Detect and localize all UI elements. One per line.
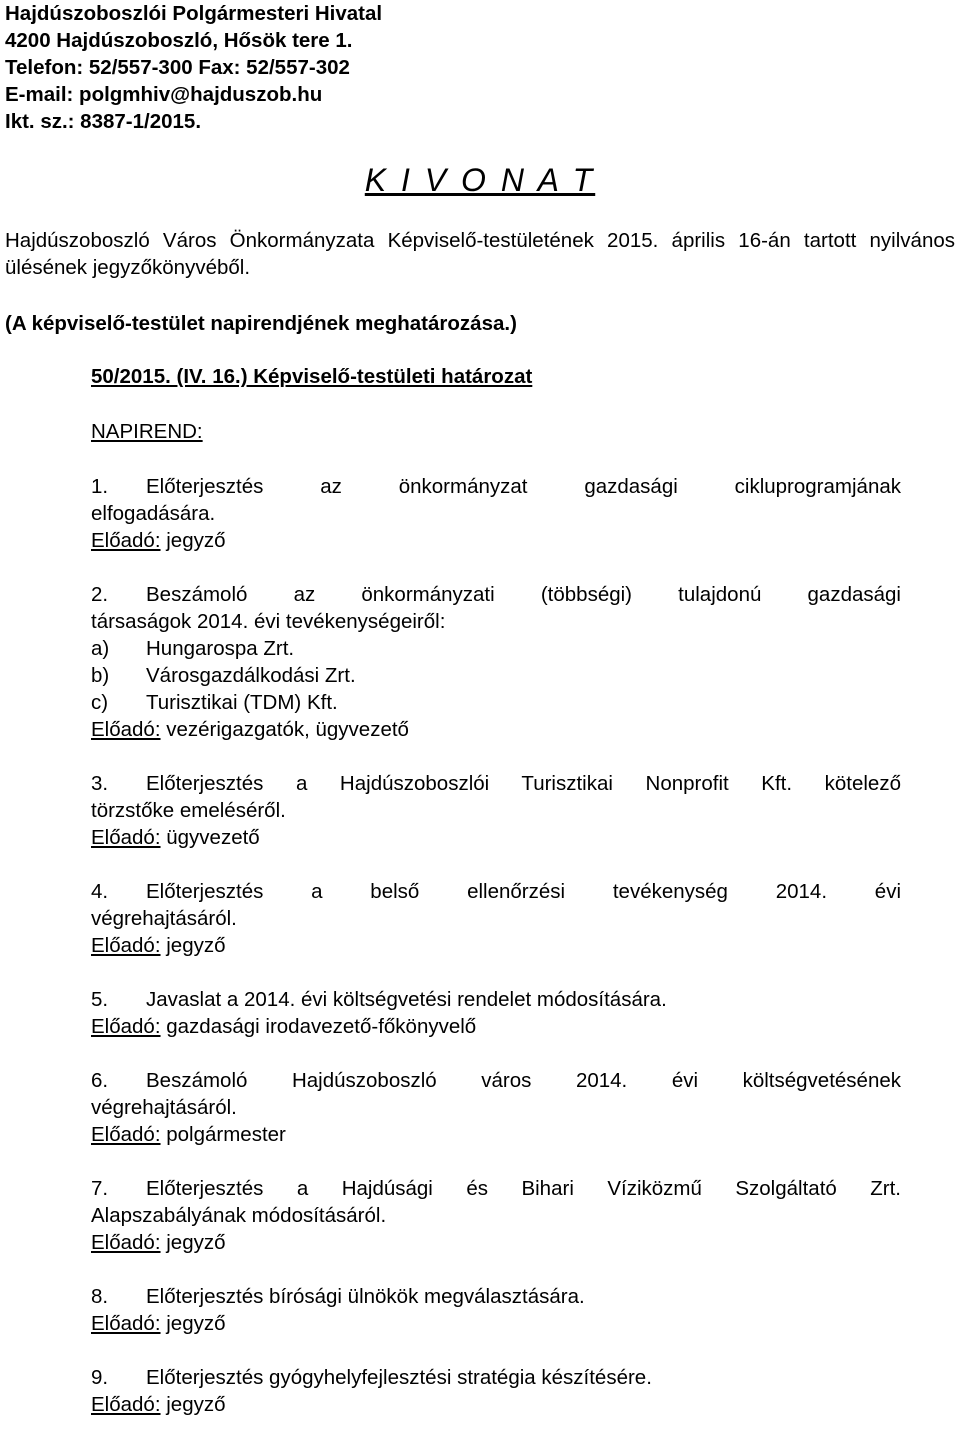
subitem-letter: c) xyxy=(91,691,109,714)
agenda-item xyxy=(91,1283,901,1337)
presenter-name: vezérigazgatók, ügyvezető xyxy=(166,718,409,741)
intro-text: Hajdúszoboszló Város Önkormányzata Képviselő-testületének 2015. április 16-án tartott nyilvános ülésének jegyzőkönyvéből. xyxy=(5,229,955,279)
resolution-heading: 50/2015. (IV. 16.) Képviselő-testületi határozat xyxy=(91,365,533,388)
presenter-label: Előadó: xyxy=(91,934,161,957)
presenter-line xyxy=(91,1121,901,1148)
agenda-item xyxy=(91,581,901,743)
agenda-item xyxy=(91,878,901,959)
agenda-item xyxy=(91,1364,901,1418)
agenda-item-text-cont: törzstőke emeléséről. xyxy=(91,799,286,822)
presenter-name: jegyző xyxy=(166,529,226,552)
agenda-item-number: 9. xyxy=(91,1366,109,1389)
agenda-item-text-cont: Alapszabályának módosításáról. xyxy=(91,1204,387,1227)
agenda-item-line xyxy=(91,1283,901,1310)
agenda-item-text-cont: társaságok 2014. évi tevékenységeiről: xyxy=(91,610,446,633)
presenter-line xyxy=(91,932,901,959)
agenda-item-line xyxy=(91,770,901,797)
presenter-line xyxy=(91,824,901,851)
agenda-item-number: 3. xyxy=(91,772,109,795)
presenter-name: jegyző xyxy=(166,1312,226,1335)
subitem-letter: b) xyxy=(91,664,110,687)
agenda-item-text-cont: elfogadására. xyxy=(91,502,216,525)
agenda-item-text: Előterjesztés a Hajdúszoboszlói Turisztikai Nonprofit Kft. kötelező xyxy=(146,772,901,795)
agenda-item-line xyxy=(91,1364,901,1391)
presenter-label: Előadó: xyxy=(91,1123,161,1146)
agenda-item-text: Beszámoló az önkormányzati (többségi) tulajdonú gazdasági xyxy=(146,583,901,606)
org-email: E-mail: polgmhiv@hajduszob.hu xyxy=(5,83,323,106)
presenter-name: gazdasági irodavezető-főkönyvelő xyxy=(166,1015,477,1038)
napirend-label: NAPIREND: xyxy=(91,420,203,443)
agenda-item-text: Előterjesztés bírósági ülnökök megválasztására. xyxy=(146,1285,585,1308)
subitem-text: Turisztikai (TDM) Kft. xyxy=(146,691,338,714)
presenter-label: Előadó: xyxy=(91,1312,161,1335)
presenter-label: Előadó: xyxy=(91,529,161,552)
agenda-subtitle: (A képviselő-testület napirendjének meghatározása.) xyxy=(5,312,517,335)
org-name: Hajdúszoboszlói Polgármesteri Hivatal xyxy=(5,2,383,25)
subitem-letter: a) xyxy=(91,637,110,660)
agenda-item xyxy=(91,1067,901,1148)
agenda-item-number: 5. xyxy=(91,988,109,1011)
agenda-item-number: 6. xyxy=(91,1069,109,1092)
presenter-name: jegyző xyxy=(166,934,226,957)
presenter-label: Előadó: xyxy=(91,1393,161,1416)
agenda-item-line xyxy=(91,986,901,1013)
agenda-item-text: Beszámoló Hajdúszoboszló város 2014. évi költségvetésének xyxy=(146,1069,901,1092)
agenda-item-number: 1. xyxy=(91,475,109,498)
presenter-label: Előadó: xyxy=(91,718,161,741)
presenter-line xyxy=(91,1391,901,1418)
agenda-item-line xyxy=(91,1175,901,1202)
agenda-item xyxy=(91,986,901,1040)
agenda-item-text-cont: végrehajtásáról. xyxy=(91,907,237,930)
presenter-name: jegyző xyxy=(166,1393,226,1416)
agenda-item-text: Előterjesztés a Hajdúsági és Bihari Víziközmű Szolgáltató Zrt. xyxy=(146,1177,901,1200)
presenter-label: Előadó: xyxy=(91,1231,161,1254)
agenda-item-number: 4. xyxy=(91,880,109,903)
org-phone: Telefon: 52/557-300 Fax: 52/557-302 xyxy=(5,56,350,79)
agenda-subitem xyxy=(91,662,901,689)
document-title: K I V O N A T xyxy=(364,162,596,198)
subitem-text: Városgazdálkodási Zrt. xyxy=(146,664,356,687)
letterhead xyxy=(5,0,382,135)
presenter-line xyxy=(91,716,901,743)
agenda-item-number: 7. xyxy=(91,1177,109,1200)
presenter-label: Előadó: xyxy=(91,826,161,849)
agenda-item-text-cont: végrehajtásáról. xyxy=(91,1096,237,1119)
agenda-item-number: 2. xyxy=(91,583,109,606)
agenda-item-line xyxy=(91,473,901,500)
presenter-name: ügyvezető xyxy=(166,826,260,849)
agenda-item-text: Előterjesztés a belső ellenőrzési tevékenység 2014. évi xyxy=(146,880,901,903)
presenter-line xyxy=(91,1229,901,1256)
agenda-item-text: Javaslat a 2014. évi költségvetési rendelet módosítására. xyxy=(146,988,667,1011)
presenter-line xyxy=(91,1310,901,1337)
agenda-item-line xyxy=(91,878,901,905)
presenter-line xyxy=(91,1013,901,1040)
agenda-item xyxy=(91,1175,901,1256)
agenda-subitem xyxy=(91,635,901,662)
agenda-item xyxy=(91,770,901,851)
agenda-subitem xyxy=(91,689,901,716)
presenter-line xyxy=(91,527,901,554)
presenter-label: Előadó: xyxy=(91,1015,161,1038)
agenda-list xyxy=(91,473,901,1445)
agenda-item-line xyxy=(91,1067,901,1094)
agenda-item-number: 8. xyxy=(91,1285,109,1308)
presenter-name: jegyző xyxy=(166,1231,226,1254)
agenda-item-text: Előterjesztés gyógyhelyfejlesztési stratégia készítésére. xyxy=(146,1366,652,1389)
agenda-item xyxy=(91,473,901,554)
agenda-item-line xyxy=(91,581,901,608)
presenter-name: polgármester xyxy=(166,1123,286,1146)
agenda-item-text: Előterjesztés az önkormányzat gazdasági cikluprogramjának xyxy=(146,475,901,498)
subitem-text: Hungarospa Zrt. xyxy=(146,637,295,660)
org-address: 4200 Hajdúszoboszló, Hősök tere 1. xyxy=(5,29,353,52)
reference-number: Ikt. sz.: 8387-1/2015. xyxy=(5,110,202,133)
